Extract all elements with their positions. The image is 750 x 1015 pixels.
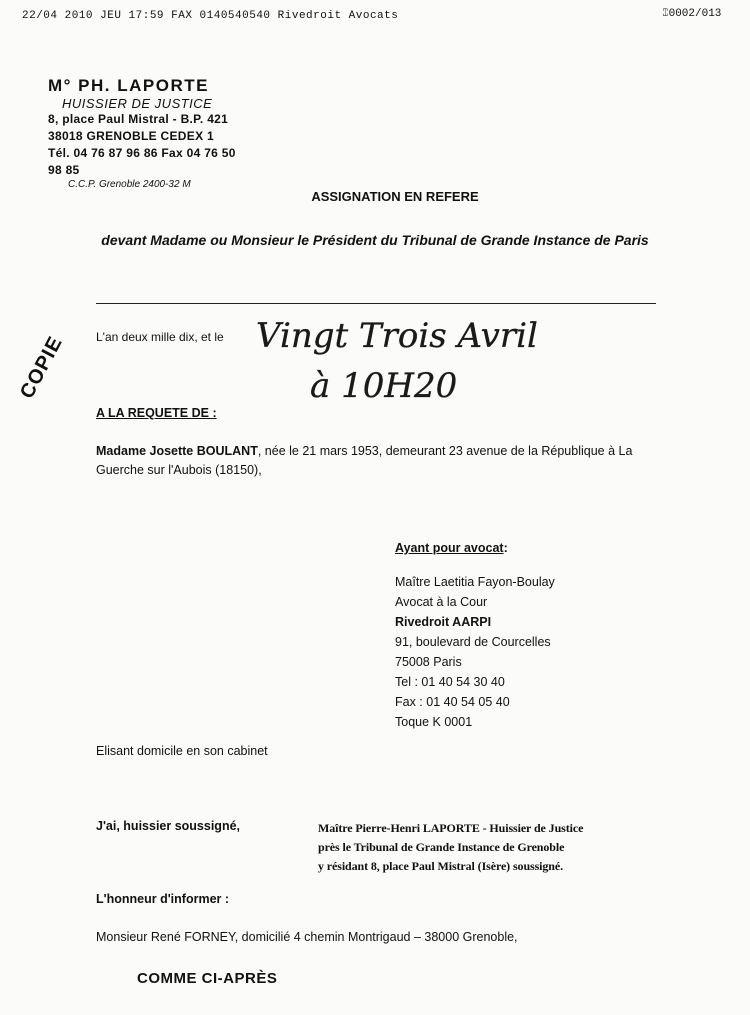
fax-page-counter: ⑄0002/013 — [662, 8, 722, 20]
avocat-tel: Tel : 01 40 54 30 40 — [395, 675, 505, 689]
document-title: ASSIGNATION EN REFERE — [311, 189, 479, 204]
huissier-stamp — [48, 76, 238, 190]
avocat-heading-suffix: : — [503, 541, 508, 555]
handwritten-date — [248, 305, 628, 405]
huissier-line-1: Maître Pierre-Henri LAPORTE - Huissier de Justice — [318, 821, 584, 835]
avocat-firm: Rivedroit AARPI — [395, 615, 492, 629]
avocat-street: 91, boulevard de Courcelles — [395, 635, 551, 649]
avocat-toque: Toque K 0001 — [395, 715, 473, 729]
stamp-phone: Tél. 04 76 87 96 86 Fax 04 76 50 98 85 — [48, 146, 236, 177]
huissier-line-2: près le Tribunal de Grande Instance de Grenoble — [318, 840, 565, 854]
party-details: , née le 21 mars 1953, demeurant 23 avenue de la République à La Guerche sur l'Aubois (18150), — [96, 444, 633, 477]
handwritten-date-line-1: Vingt Trois Avril — [256, 316, 538, 356]
stamp-address-2: 38018 GRENOBLE CEDEX 1 — [48, 129, 214, 143]
avocat-name: Maître Laetitia Fayon-Boulay — [395, 575, 555, 589]
avocat-heading — [395, 538, 555, 558]
party-name: Madame Josette BOULANT — [96, 444, 258, 458]
huissier-line-3: y résidant 8, place Paul Mistral (Isère) soussigné. — [318, 859, 563, 873]
huissier-label: J'ai, huissier soussigné, — [96, 819, 241, 833]
stamp-address-1: 8, place Paul Mistral - B.P. 421 — [48, 112, 229, 126]
intro-text: L'an deux mille dix, et le — [96, 330, 224, 344]
huissier-stamp-block — [318, 819, 583, 876]
defendant-text: Monsieur René FORNEY, domicilié 4 chemin Montrigaud – 38000 Grenoble, — [96, 930, 518, 944]
avocat-role: Avocat à la Cour — [395, 595, 488, 609]
copie-stamp: COPIE — [16, 332, 67, 403]
avocat-block — [395, 538, 555, 732]
stamp-ccp: C.C.P. Grenoble 2400-32 M — [68, 179, 191, 190]
fax-header: 22/04 2010 JEU 17:59 FAX 0140540540 Rivedroit Avocats — [22, 10, 399, 22]
honneur-heading: L'honneur d'informer : — [96, 892, 230, 906]
party-paragraph — [96, 442, 666, 480]
avocat-heading-text: Ayant pour avocat — [395, 541, 504, 555]
avocat-city: 75008 Paris — [395, 655, 462, 669]
document-subtitle: devant Madame ou Monsieur le Président du Tribunal de Grande Instance de Paris — [101, 232, 649, 248]
requete-heading: A LA REQUETE DE : — [96, 406, 217, 420]
stamp-name: M° PH. LAPORTE — [48, 76, 209, 95]
handwritten-date-line-2: à 10H20 — [310, 366, 458, 405]
domicile-text: Elisant domicile en son cabinet — [96, 744, 268, 758]
stamp-title: HUISSIER DE JUSTICE — [62, 96, 213, 111]
separator-rule — [96, 303, 656, 304]
comme-ci-apres-stamp: COMME CI-APRÈS — [137, 970, 278, 987]
avocat-fax: Fax : 01 40 54 05 40 — [395, 695, 510, 709]
